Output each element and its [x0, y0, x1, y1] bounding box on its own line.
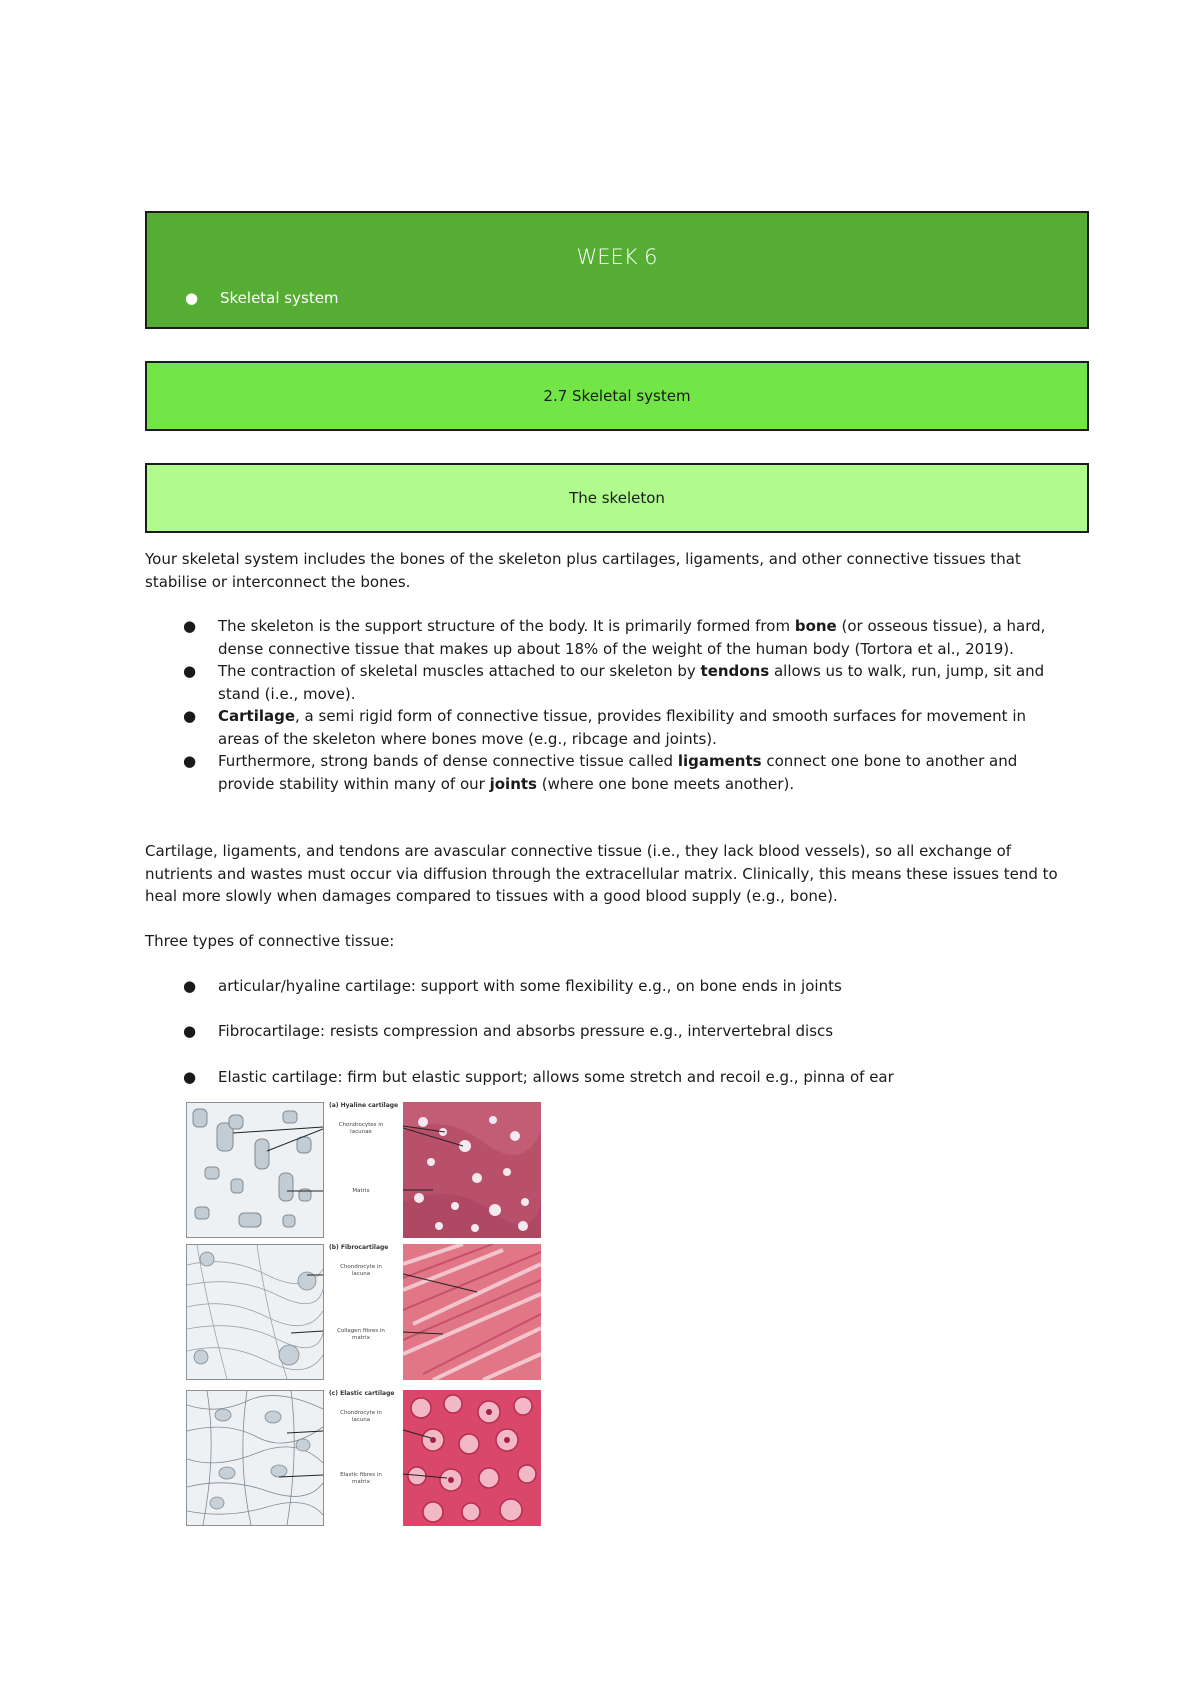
type-text: Elastic cartilage: firm but elastic support; allows some stretch and recoil e.g., pinna of ear [218, 1068, 894, 1086]
elastic-drawing [186, 1390, 324, 1526]
point-term: bone [794, 617, 837, 635]
intro-paragraph: Your skeletal system includes the bones of the skeleton plus cartilages, ligaments, and other connective tissues that stabilise or interconnect the bones. [145, 550, 1021, 591]
point-text: allows us to walk, run, jump, sit and stand (i.e., move). [218, 662, 1045, 703]
panel-title: (c) Elastic cartilage [329, 1390, 395, 1397]
type-text: Fibrocartilage: resists compression and absorbs pressure e.g., intervertebral discs [218, 1022, 834, 1040]
list-item [145, 750, 1065, 795]
point-text: , a semi rigid form of connective tissue, provides flexibility and smooth surfaces for movement in areas of the skeleton where bones move (e.g., ribcage and joints). [218, 707, 1026, 748]
panel-label: Chondrocyte in lacuna [340, 1264, 382, 1277]
panel-title: (a) Hyaline cartilage [329, 1102, 399, 1109]
bullet-icon: ● [183, 977, 197, 995]
list-item [145, 615, 1065, 660]
week-banner [145, 211, 1089, 329]
panel-label: Elastic fibres in matrix [340, 1472, 382, 1485]
list-item [145, 660, 1065, 705]
section-banner [145, 361, 1089, 431]
point-text: (or osseous tissue), a hard, dense connective tissue that makes up about 18% of the weight of the human body (Tortora et al., 2019). [218, 617, 1046, 658]
week-bullet-text: Skeletal system [220, 289, 339, 307]
panel-title: (b) Fibrocartilage [329, 1244, 389, 1251]
skeleton-points-list [145, 615, 1065, 795]
panel-label: Matrix [352, 1188, 370, 1194]
topic-title: The skeleton [569, 489, 665, 507]
hyaline-micrograph [403, 1102, 541, 1238]
avascular-paragraph: Cartilage, ligaments, and tendons are avascular connective tissue (i.e., they lack blood vessels), so all exchange of nutrients and wastes must occur via diffusion through the extracellular matrix. Clinically, this means these issues tend to heal more slowly when damages compared to tissues with a good blood supply (e.g., bone). [145, 842, 1058, 905]
panel-label: Collagen fibres in matrix [337, 1328, 385, 1341]
fibrocartilage-micrograph [403, 1244, 541, 1380]
bullet-icon: ● [183, 1022, 197, 1040]
elastic-micrograph [403, 1390, 541, 1526]
point-term: joints [489, 774, 537, 793]
bullet-icon: ● [183, 707, 197, 725]
list-item [145, 705, 1065, 750]
bullet-icon: ● [183, 662, 197, 680]
hyaline-drawing [186, 1102, 324, 1238]
point-text: (where one bone meets another). [536, 774, 795, 793]
types-heading: Three types of connective tissue: [145, 932, 395, 950]
fibrocartilage-drawing [186, 1244, 324, 1380]
week-bullet [185, 289, 339, 307]
point-text: connect one bone to another and provide stability within many of our [218, 752, 1018, 793]
panel-label: Chondrocytes in lacunae [338, 1122, 384, 1135]
point-text: Furthermore, strong bands of dense connective tissue called [218, 752, 678, 770]
point-term: ligaments [677, 752, 762, 770]
cartilage-figure [185, 1102, 541, 1527]
bullet-icon: ● [183, 1068, 197, 1086]
bullet-icon: ● [183, 752, 197, 770]
topic-banner [145, 463, 1089, 533]
point-term: Cartilage [218, 707, 296, 725]
bullet-icon: ● [185, 289, 199, 307]
bullet-icon: ● [183, 617, 197, 635]
week-title: WEEK 6 [576, 245, 658, 269]
panel-label: Chondrocyte in lacuna [340, 1410, 382, 1423]
point-text: The contraction of skeletal muscles attached to our skeleton by [218, 662, 701, 680]
type-text: articular/hyaline cartilage: support with some flexibility e.g., on bone ends in joints [218, 977, 842, 995]
point-term: tendons [700, 662, 770, 680]
section-title: 2.7 Skeletal system [543, 387, 691, 405]
point-text: The skeleton is the support structure of the body. It is primarily formed from [218, 617, 795, 635]
